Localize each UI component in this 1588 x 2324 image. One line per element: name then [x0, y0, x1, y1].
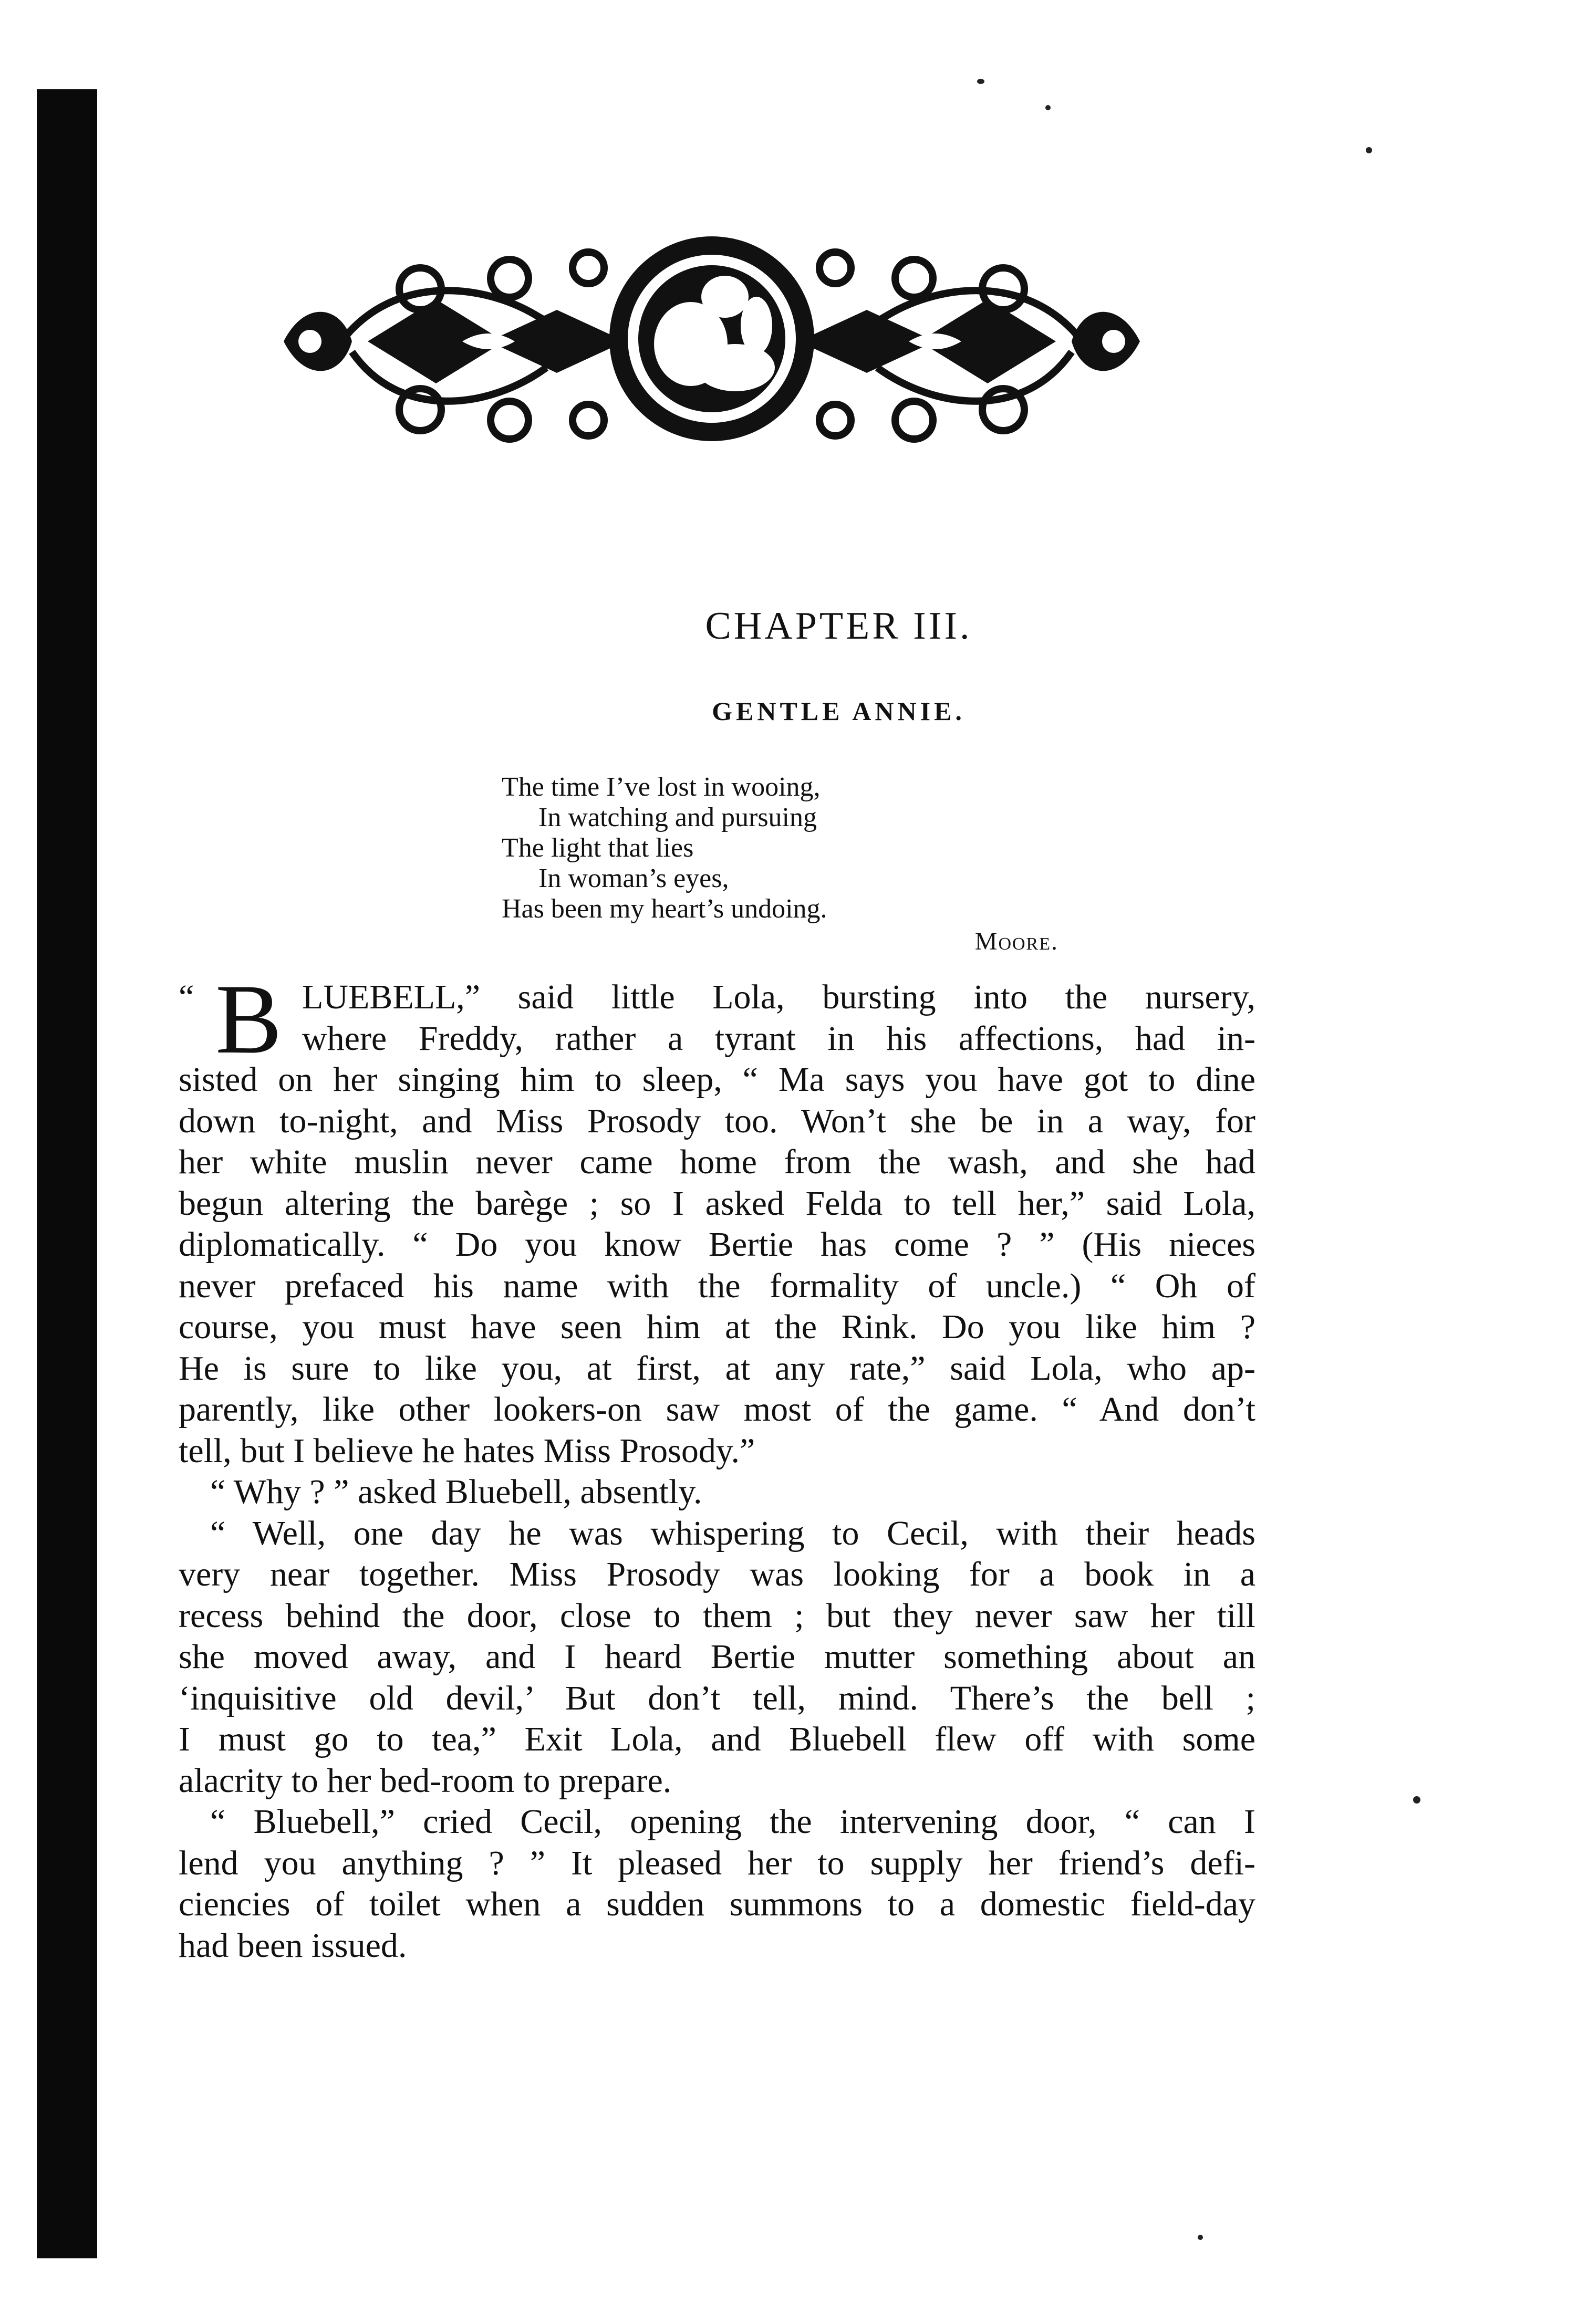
- ornamental-headpiece: [263, 210, 1161, 462]
- body-line: ‘inquisitive old devil,’ But don’t tell, mind. There’s the bell ;: [179, 1679, 1255, 1717]
- body-line: diplomatically. “ Do you know Bertie has come ? ” (His nieces: [179, 1225, 1255, 1264]
- body-line: very near together. Miss Prosody was looking for a book in a: [179, 1555, 1255, 1593]
- body-line: recess behind the door, close to them ; but they never saw her till: [179, 1596, 1255, 1635]
- body-line: had been issued.: [179, 1926, 407, 1965]
- epigraph-line: In watching and pursuing: [538, 803, 817, 832]
- body-line: lend you anything ? ” It pleased her to supply her friend’s defi-: [179, 1843, 1255, 1882]
- drop-cap: B: [215, 964, 282, 1075]
- body-line: I must go to tea,” Exit Lola, and Bluebell flew off with some: [179, 1720, 1255, 1758]
- scan-speck: [1366, 147, 1372, 153]
- epigraph: [502, 772, 1058, 957]
- epigraph-line: In woman’s eyes,: [538, 863, 729, 893]
- body-line: course, you must have seen him at the Rink. Do you like him ?: [179, 1308, 1255, 1346]
- scan-speck: [1413, 1796, 1420, 1804]
- body-line: begun altering the barège ; so I asked Felda to tell her,” said Lola,: [179, 1184, 1255, 1223]
- body-line: “ Why ? ” asked Bluebell, absently.: [210, 1473, 702, 1511]
- body-line: down to-night, and Miss Prosody too. Won’t she be in a way, for: [179, 1101, 1255, 1140]
- scan-speck: [977, 79, 984, 84]
- body-line: “ Bluebell,” cried Cecil, opening the intervening door, “ can I: [210, 1802, 1255, 1841]
- scan-speck: [1045, 105, 1051, 110]
- body-line: sisted on her singing him to sleep, “ Ma says you have got to dine: [179, 1060, 1255, 1099]
- body-line: “ Well, one day he was whispering to Cecil, with their heads: [210, 1514, 1255, 1552]
- body-line: never prefaced his name with the formality of uncle.) “ Oh of: [179, 1266, 1255, 1305]
- chapter-title: CHAPTER III.: [705, 605, 972, 648]
- body-line: alacrity to her bed-room to prepare.: [179, 1761, 672, 1800]
- scan-speck: [1198, 2235, 1203, 2240]
- chapter-body: [179, 964, 1255, 1966]
- epigraph-line: Has been my heart’s undoing.: [502, 894, 827, 924]
- body-line-text: LUEBELL,” said little Lola, bursting into the nursery,: [302, 978, 1255, 1016]
- epigraph-line: The light that lies: [502, 833, 694, 863]
- body-line: where Freddy, rather a tyrant in his affections, had in-: [302, 1019, 1255, 1058]
- chapter-subtitle: GENTLE ANNIE.: [712, 696, 966, 726]
- epigraph-author: Moore.: [974, 927, 1058, 955]
- body-line: parently, like other lookers-on saw most of the game. “ And don’t: [179, 1390, 1255, 1429]
- body-line: He is sure to like you, at first, at any rate,” said Lola, who ap-: [179, 1349, 1255, 1388]
- book-spine-shadow: [37, 89, 97, 2258]
- body-line: she moved away, and I heard Bertie mutter something about an: [179, 1638, 1255, 1676]
- opening-quote: “: [179, 978, 194, 1016]
- body-line: ciencies of toilet when a sudden summons to a domestic field-day: [179, 1885, 1255, 1923]
- body-line: tell, but I believe he hates Miss Prosody.”: [179, 1431, 755, 1470]
- epigraph-line: The time I’ve lost in wooing,: [502, 772, 821, 802]
- body-line: her white muslin never came home from the wash, and she had: [179, 1143, 1255, 1181]
